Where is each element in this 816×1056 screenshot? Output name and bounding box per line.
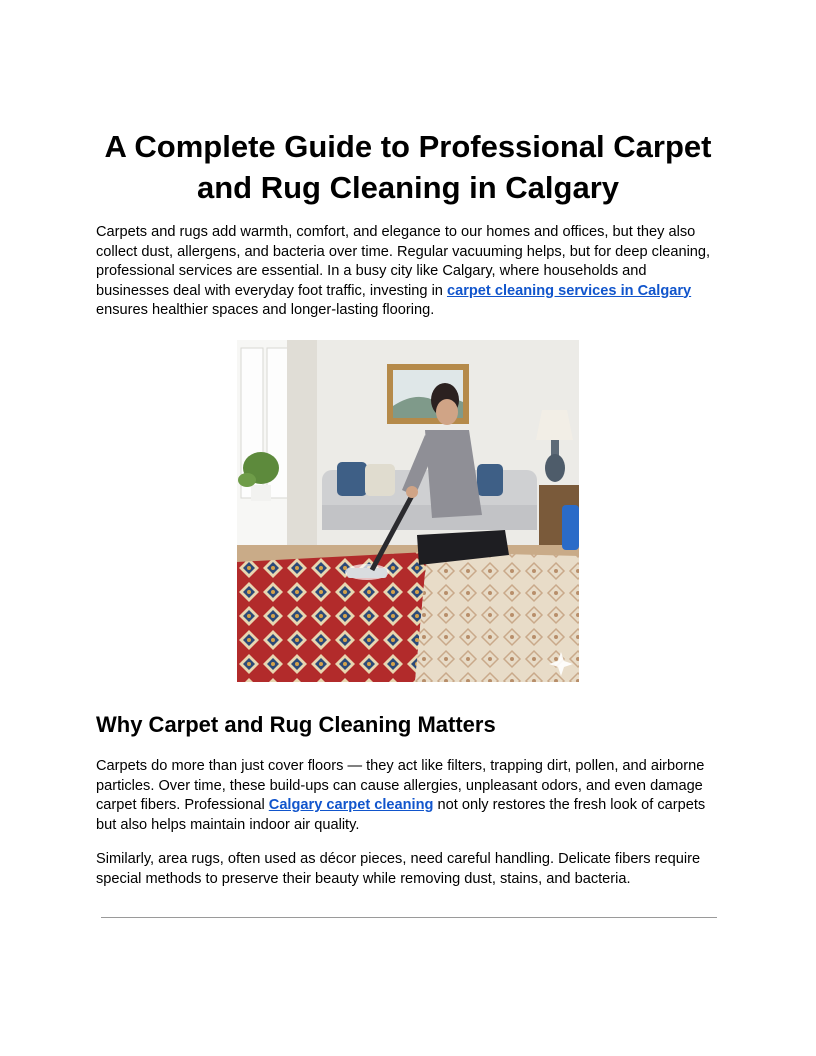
why-text-start: Carpets do more than just cover floors — they act like filters, trapping dirt, pollen, and airborne particles. Over time, these build-ups can cause allergies, unpleasant odors, and even damage carpet fibers. Professional: [96, 758, 705, 813]
carpet-cleaning-services-link[interactable]: carpet cleaning services in Calgary: [446, 282, 692, 299]
carpet-cleaning-photo: [237, 340, 579, 682]
intro-text-start: Carpets and rugs add warmth, comfort, and elegance to our homes and offices, but they also collect dust, allergens, and bacteria over time. Regular vacuuming helps, but for deep cleaning, professional services are essential. In a busy city like Calgary, where households and businesses deal with everyday foot traffic, investing in: [96, 224, 711, 299]
intro-paragraph: [96, 223, 720, 321]
intro-text-end: ensures healthier spaces and longer-lasting flooring.: [96, 302, 435, 318]
page-title: A Complete Guide to Professional Carpet and Rug Cleaning in Calgary: [104, 129, 712, 205]
why-paragraph: [96, 757, 720, 835]
area-rugs-paragraph: Similarly, area rugs, often used as décor pieces, need careful handling. Delicate fibers require special methods to preserve their beauty while removing dust, stains, and bacteria.: [96, 851, 701, 887]
calgary-carpet-cleaning-link[interactable]: Calgary carpet cleaning: [268, 797, 434, 813]
why-text-end: not only restores the fresh look of carpets but also helps maintain indoor air quality.: [96, 797, 706, 833]
horizontal-divider: [101, 917, 717, 918]
section-heading: Why Carpet and Rug Cleaning Matters: [96, 712, 496, 737]
